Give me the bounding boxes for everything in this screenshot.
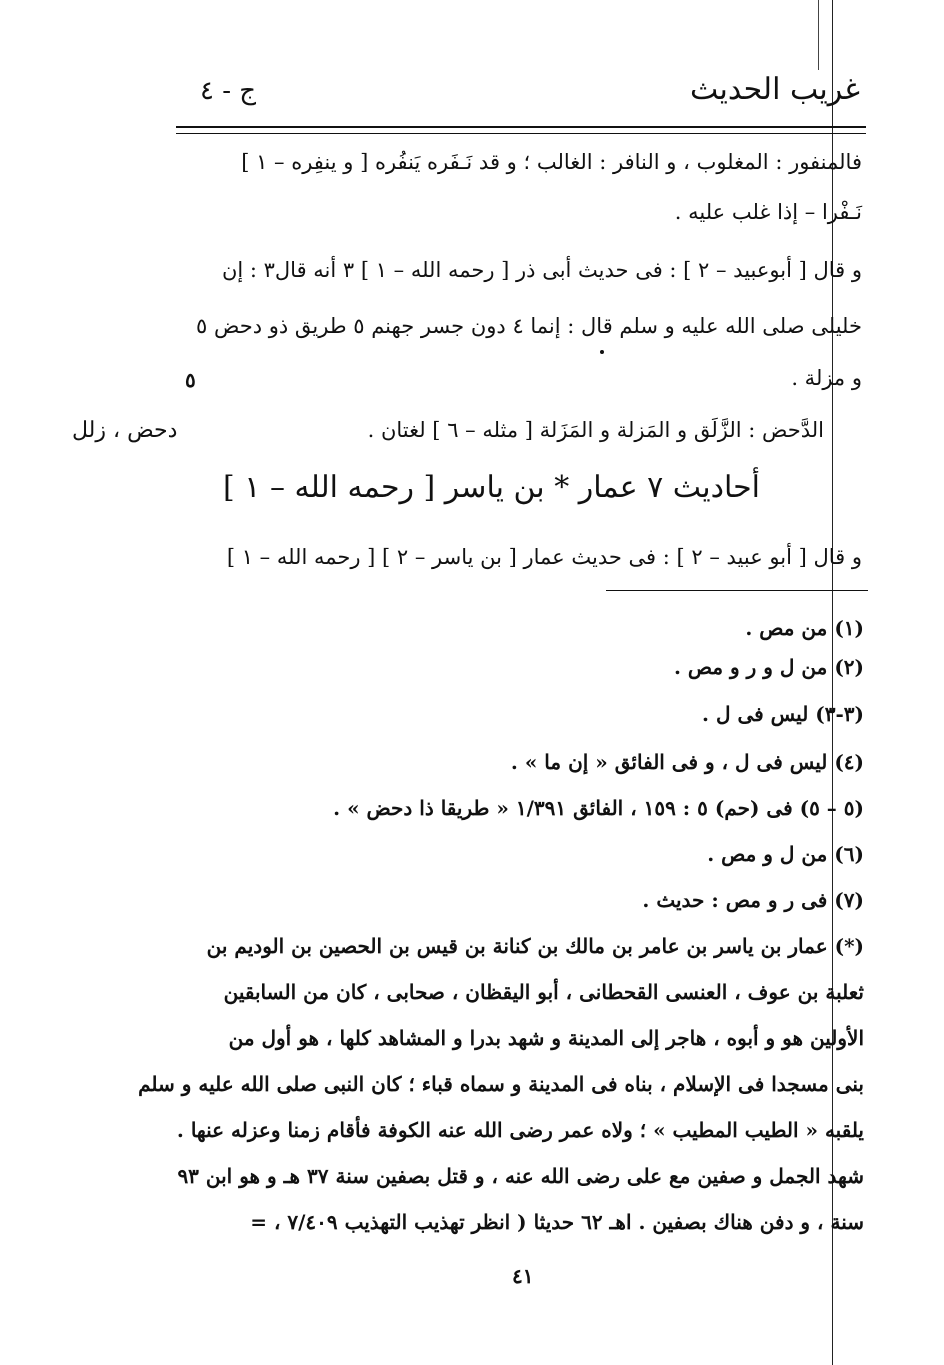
volume-label: ج - ٤ [200, 76, 257, 106]
ink-dot [600, 350, 604, 354]
body-line: و مزلة . [791, 366, 862, 390]
footnote: (٧) فى ر و مص : حديث . [642, 888, 864, 912]
footnote: (٥ – ٥) فى (حم) ٥ : ١٥٩ ، الفائق ١/٣٩١ « طريقا ذا دحض » . [333, 796, 864, 820]
bio-line: بنى مسجدا فى الإسلام ، بناه فى المدينة و سماه قباء ؛ كان النبى صلى الله عليه و سلم [138, 1072, 864, 1096]
bio-line: سنة ، و دفن هناك بصفين . اهـ ٦٢ حديثا ( انظر تهذيب التهذيب ٧/٤٠٩ ، = [250, 1210, 864, 1234]
body-line: الدَّحض : الزَّلَق و المَزلة و المَزَلة [ مثله – ٦ ] لغتان . [367, 418, 824, 442]
header-rule-thin [176, 133, 866, 134]
section-heading: أحاديث ٧ عمار * بن ياسر [ رحمه الله – ١ ] [223, 470, 760, 505]
scan-edge-line [818, 0, 819, 70]
body-line: نَـفْرا – إذا غلب عليه . [674, 200, 862, 224]
body-line: فالمنفور : المغلوب ، و النافر : الغالب ؛ و قد نَـفَره يَنفُره [ و ينفِره – ١ ] [241, 150, 862, 174]
margin-note: دحض ، زلل [72, 418, 178, 443]
bio-line: الأولين هو و أبوه ، هاجر إلى المدينة و شهد بدرا و المشاهد كلها ، هو أول من [228, 1026, 864, 1050]
bio-line: (*) عمار بن ياسر بن عامر بن مالك بن كنانة بن قيس بن الحصين بن الوديم بن [206, 934, 864, 958]
body-line: و قال [ أبوعبيد – ٢ ] : فى حديث أبى ذر [ رحمه الله – ١ ] ٣ أنه قال٣ : إن [221, 258, 862, 282]
footnote-separator [606, 590, 868, 591]
header-rule [176, 126, 866, 128]
running-title: غريب الحديث [690, 72, 860, 107]
bio-line: شهد الجمل و صفين مع على رضى الله عنه ، و قتل بصفين سنة ٣٧ هـ و هو ابن ٩٣ [177, 1164, 864, 1188]
bio-line: يلقبه « الطيب المطيب » ؛ ولاه عمر رضى الله عنه الكوفة فأقام زمنا وعزله عنها . [176, 1118, 864, 1142]
section-first-line: و قال [ أبو عبيد – ٢ ] : فى حديث عمار [ بن ياسر – ٢ ] [ رحمه الله – ١ ] [226, 545, 862, 569]
footnote: (٣-٣) ليس فى ل . [702, 702, 864, 726]
footnote: (٦) من ل و مص . [707, 842, 864, 866]
footnote: (١) من مص . [745, 616, 864, 640]
body-line: خليلى صلى الله عليه و سلم قال : إنما ٤ دون جسر جهنم ٥ طريق ذو دحض ٥ [196, 314, 862, 338]
footnote: (٤) ليس فى ل ، و فى الفائق « إن ما » . [510, 750, 864, 774]
line-number: ٥ [185, 368, 196, 392]
bio-line: ثعلبة بن عوف ، العنسى القحطانى ، أبو اليقظان ، صحابى ، كان من السابقين [223, 980, 864, 1004]
page-number: ٤١ [512, 1264, 534, 1288]
footnote: (٢) من ل و ر و مص . [673, 655, 864, 679]
